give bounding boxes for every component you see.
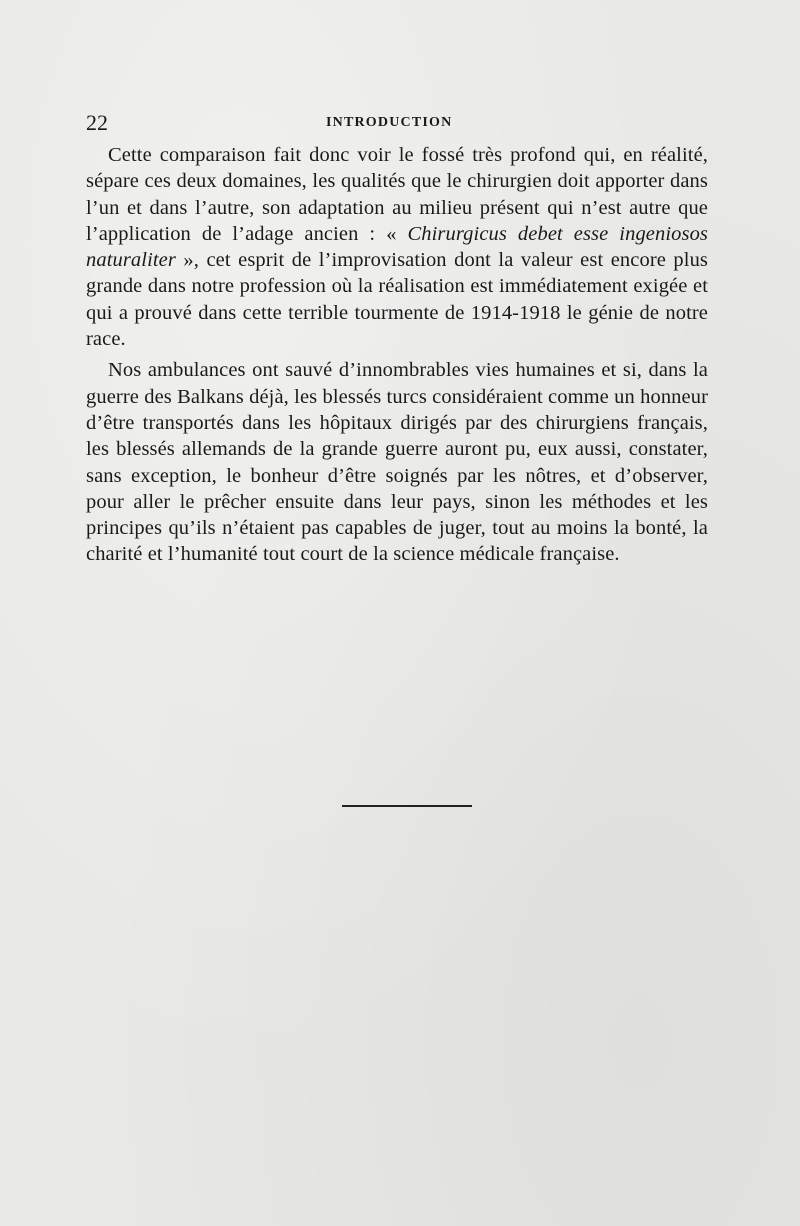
paragraph-1-text-continued: », cet esprit de l’improvisation dont la valeur est encore plus grande dans notre profession où la réalisation est immédiatement exigée et qui a prouvé dans cette terrible tourmente de 1914-1918 le génie de notre race. (86, 249, 708, 351)
body-text (86, 142, 708, 568)
paragraph-2 (86, 357, 708, 567)
page-number: 22 (86, 110, 108, 135)
paragraph-2-text: Nos ambulances ont sauvé d’innombrables vies humaines et si, dans la guerre des Balkans déjà, les blessés turcs considéraient comme un honneur d’être transportés dans les hôpitaux dirigés par des chirurgiens français, les blessés allemands de la grande guerre auront pu, eux aussi, constater, sans exception, le bonheur d’être soignés par les nôtres, et d’observer, pour aller le prêcher ensuite dans leur pays, sinon les méthodes et les principes qu’ils n’étaient pas capables de juger, tout au moins la bonté, la charité et l’humanité tout court de la science médicale française. (86, 359, 708, 566)
paragraph-1-text: Cette comparaison fait donc voir le fossé très profond qui, en réalité, sépare ces deux domaines, les qualités que le chirurgien doit apporter dans l’un et dans l’autre, son adaptation au milieu présent qui n’est autre que l’application de l’adage ancien : « (86, 144, 708, 245)
running-head: INTRODUCTION (326, 115, 453, 130)
paragraph-1 (86, 142, 708, 352)
latin-quotation: Chirurgicus debet esse ingeniosos naturaliter (86, 222, 708, 272)
page-header (86, 108, 712, 138)
section-end-rule (342, 805, 472, 807)
